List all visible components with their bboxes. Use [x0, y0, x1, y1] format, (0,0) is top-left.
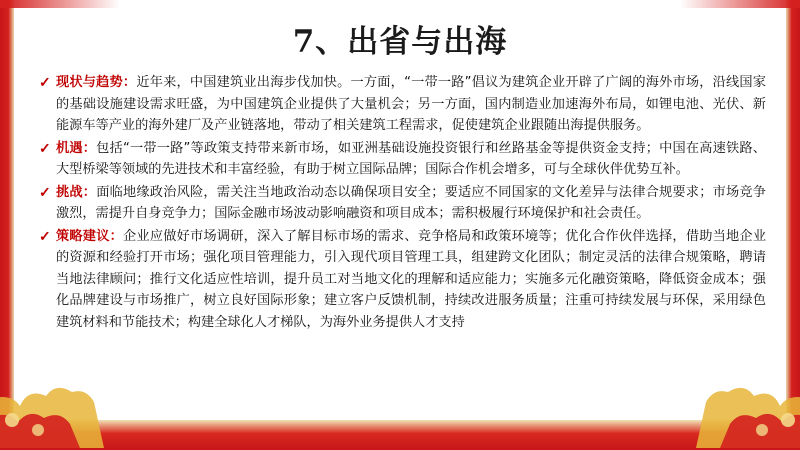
check-mark-icon: ✓	[39, 74, 51, 90]
decorative-bottom-border	[0, 420, 800, 450]
decorative-top-left-accent	[0, 0, 120, 8]
check-mark-icon: ✓	[39, 139, 51, 156]
page-title: 7、出省与出海	[292, 24, 508, 60]
bullet-body-text: 企业应做好市场调研，深入了解目标市场的需求、竞争格局和政策环境等；优化合作伙伴选择，借助当地企业的资源和经验打开市场；强化项目管理能力，引入现代项目管理工具，组建跨文化团队；制定灵活的法律合规策略，聘请当地法律顾问；推行文化适应性培训，提升员工对当地文化的理解和适应能力；实施多元化融资策略，降低资金成本；强化品牌建设与市场推广，树立良好国际形象；建立客户反馈机制，持续改进服务质量；注重可持续发展与环保，采用绿色建筑材料和节能技术；构建全球化人才梯队，为海外业务提供人才支持	[56, 228, 767, 330]
bullet-item	[39, 226, 767, 334]
check-mark-icon: ✓	[39, 227, 51, 244]
bullet-body-text: 近年来，中国建筑业出海步伐加快。一方面，“一带一路”倡议为建筑企业开辟了广阔的海外市场，沿线国家的基础设施建设需求旺盛，为中国建筑企业提供了大量机会；另一方面，国内制造业加速海外布局，如锂电池、光伏、新能源车等产业的海外建厂及产业链落地，带动了相关建筑工程需求，促使建筑企业跟随出海提供服务。	[56, 75, 766, 133]
bullet-lead-label: 现状与趋势：	[56, 75, 137, 90]
decorative-left-border	[0, 0, 14, 450]
bullet-body-text: 包括“一带一路”等政策支持带来新市场，如亚洲基础设施投资银行和丝路基金等提供资金支持；中国在高速铁路、大型桥梁等领域的先进技术和丰富经验，有助于树立国际品牌；国际合作机会增多，可与全球伙伴优势互补。	[56, 140, 766, 177]
check-mark-icon: ✓	[39, 183, 51, 200]
bullet-item	[39, 138, 766, 181]
decorative-right-border	[786, 0, 800, 450]
bullet-lead-label: 挑战：	[56, 184, 97, 200]
bullet-body-text: 面临地缘政治风险，需关注当地政治动态以确保项目安全；要适应不同国家的文化差异与法律合规要求；市场竞争激烈，需提升自身竞争力；国际金融市场波动影响融资和项目成本；需积极履行环境保护和社会责任。	[56, 184, 766, 221]
decorative-top-right-accent	[680, 0, 800, 8]
bullet-paragraph	[56, 226, 766, 334]
bullet-paragraph	[56, 182, 766, 225]
bullet-paragraph	[56, 138, 766, 181]
bullet-lead-label: 机遇：	[56, 140, 97, 156]
bullet-lead-label: 策略建议：	[56, 228, 124, 244]
bullet-item	[39, 72, 766, 137]
bullet-paragraph	[56, 72, 766, 137]
bullet-item	[39, 182, 766, 225]
body-content	[39, 72, 767, 410]
